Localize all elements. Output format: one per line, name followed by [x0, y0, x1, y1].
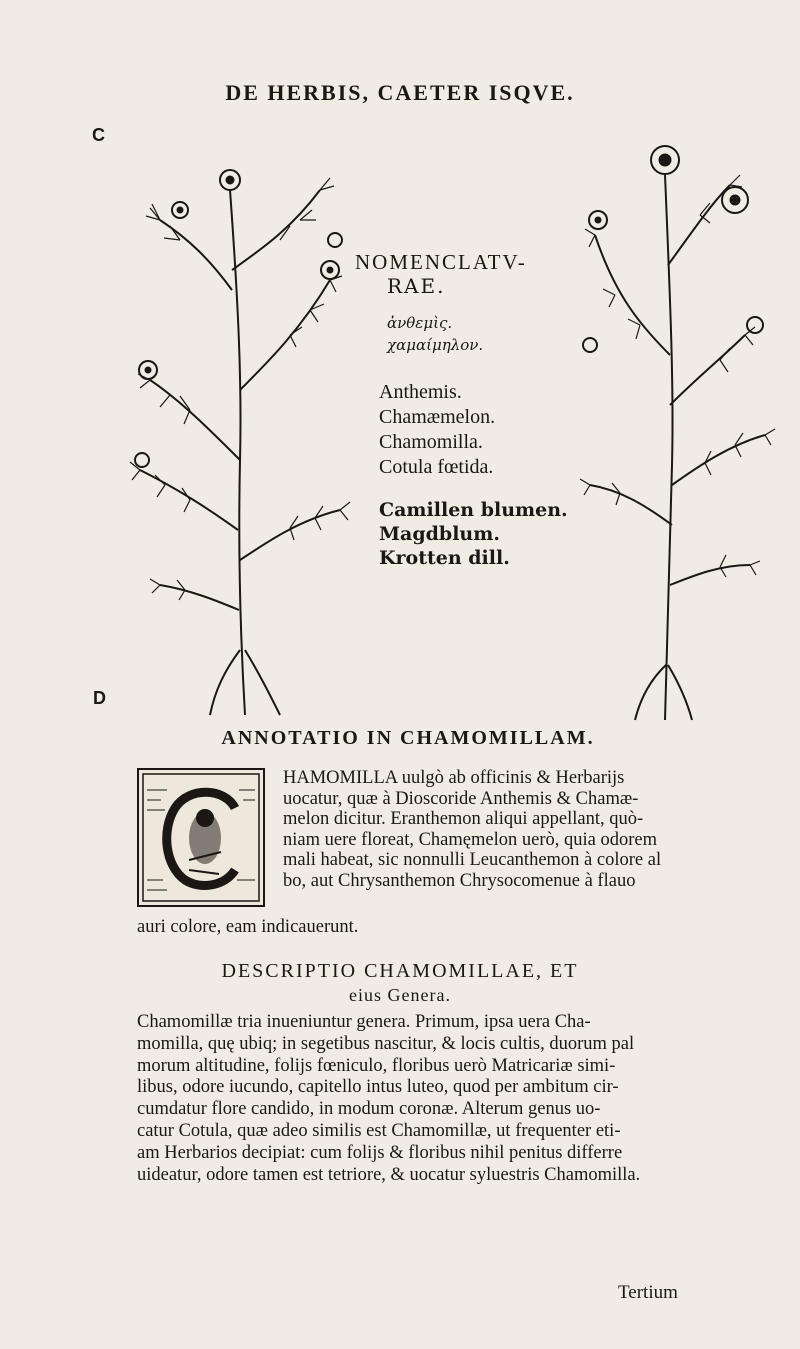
text-line: am Herbarios decipiat: cum folijs & floribus nihil penitus differre	[137, 1142, 623, 1163]
latin-name: Chamæmelon.	[379, 406, 496, 428]
german-names	[379, 498, 595, 570]
german-name: Magdblum.	[379, 523, 500, 545]
latin-name: Chamomilla.	[379, 431, 483, 453]
text-line: uideatur, odore tamen est tetriore, & uocatur syluestris Chamomilla.	[137, 1164, 641, 1185]
decorated-initial-c-icon	[139, 770, 263, 905]
descriptio-title: DESCRIPTIO CHAMOMILLAE, ET	[221, 960, 579, 982]
text-line: uocatur, quæ à Dioscoride Anthemis & Chamæ-	[283, 788, 639, 809]
text-line: momilla, quę ubiq; in segetibus nascitur, & locis cultis, duorum pal	[137, 1033, 635, 1054]
descriptio-subtitle: eius Genera.	[349, 985, 451, 1005]
greek-names	[355, 312, 595, 356]
margin-letter-c: C	[92, 125, 105, 145]
text-line: Chamomillæ tria inueniuntur genera. Primum, ipsa uera Cha-	[137, 1012, 591, 1032]
nomenclature-block	[355, 250, 595, 570]
german-name: Camillen blumen.	[379, 499, 568, 521]
text-line: catur Cotula, quæ adeo similis est Chamomillæ, ut frequenter eti-	[137, 1120, 621, 1141]
text-line: niam uere floreat, Chamęmelon uerò, quia odorem	[283, 829, 657, 850]
decorated-initial-c	[137, 768, 265, 907]
text-line: morum altitudine, folijs fœniculo, floribus uerò Matricariæ simi-	[137, 1055, 616, 1076]
text-line: mali habeat, sic nonnulli Leucanthemon à colore al	[283, 850, 662, 871]
german-name: Krotten dill.	[379, 547, 510, 569]
text-line: melon dicitur. Eranthemon aliqui appellant, quò-	[283, 809, 644, 830]
text-line: libus, odore iucundo, capitello intus luteo, quod per ambitum cir-	[137, 1077, 619, 1098]
text-line: auri colore, eam indicauerunt.	[137, 917, 359, 937]
text-line: HAMOMILLA uulgò ab officinis & Herbarijs	[283, 768, 625, 788]
text-line: cumdatur flore candido, in modum coronæ. Alterum genus uo-	[137, 1099, 601, 1120]
margin-letter-d: D	[93, 688, 106, 708]
text-line: bo, aut Chrysanthemon Chrysocomenue à flauo	[283, 870, 636, 891]
chamomile-plant-left-illustration	[120, 130, 360, 720]
latin-name: Cotula fœtida.	[379, 456, 494, 478]
descriptio-text	[137, 1012, 640, 1186]
annotatio-indented-text	[283, 768, 661, 892]
chamomile-plant-right-illustration	[570, 105, 780, 725]
running-head: DE HERBIS, CAETER ISQVE.	[225, 80, 575, 105]
latin-name: Anthemis.	[379, 381, 462, 403]
greek-name: χαμαίμηλον.	[387, 336, 484, 354]
annotatio-title: ANNOTATIO IN CHAMOMILLAM.	[221, 727, 595, 749]
latin-names	[379, 380, 595, 480]
greek-name: ἀνθεμὶς.	[387, 314, 453, 332]
catchword: Tertium	[618, 1282, 678, 1303]
nomenclature-heading-line2: RAE.	[387, 274, 446, 298]
annotatio-full-text	[137, 917, 358, 938]
nomenclature-heading-line1: NOMENCLATV-	[355, 250, 527, 274]
